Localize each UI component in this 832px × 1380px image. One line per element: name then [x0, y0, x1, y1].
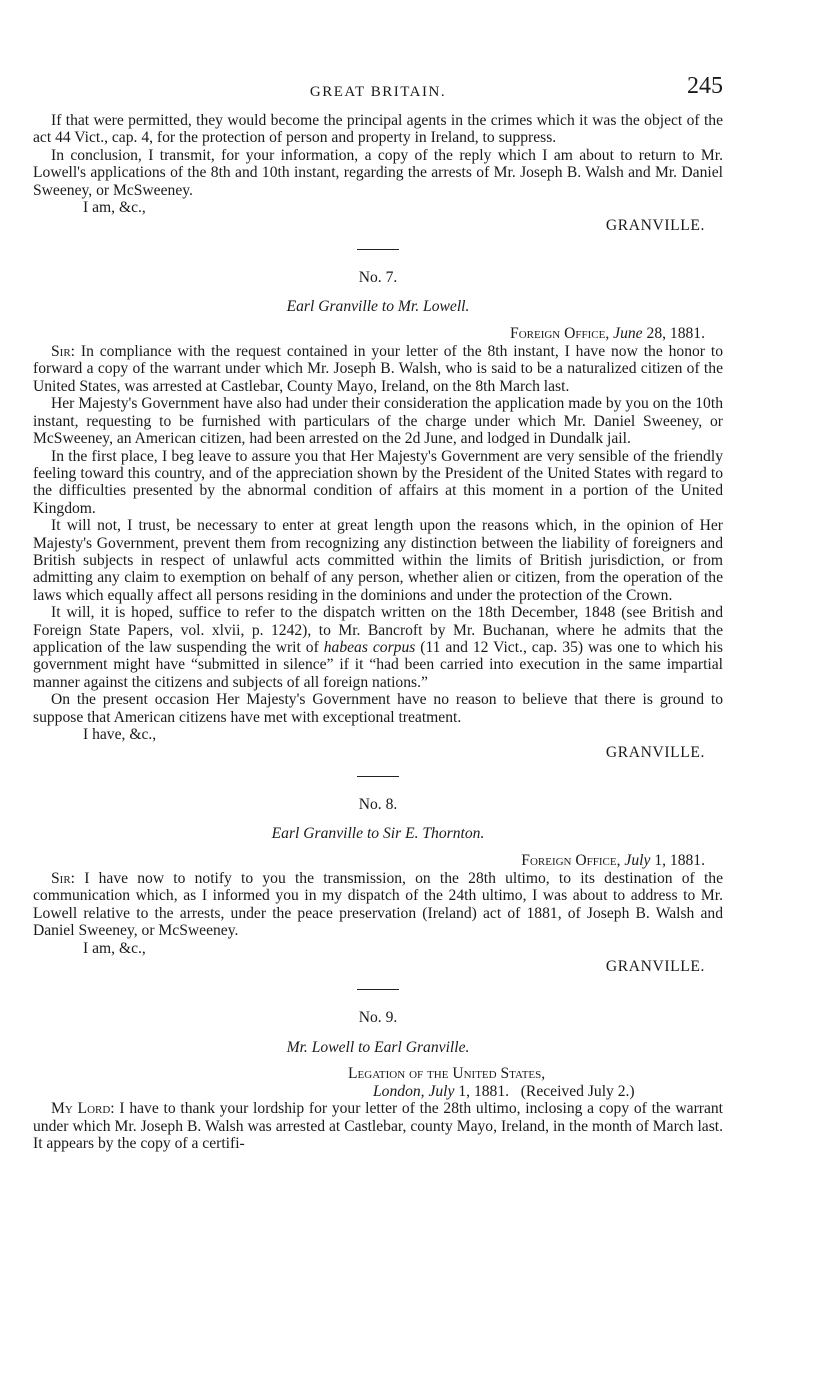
document-number: No. 7.: [358, 268, 398, 286]
document-heading: Mr. Lowell to Earl Granville.: [286, 1038, 470, 1056]
place-date: London, July: [373, 1082, 455, 1100]
paragraph-text: I have now to notify to you the transmission, on the 28th ultimo, to its destination of the communication which, as I informed you in my dispatch of the 24th ultimo, I was about to address to Mr. Lowell relative to the arrests, under the peace preservation (Ireland) act of 1881, of Joseph B. Walsh and Daniel Sweeney, or McSweeney.: [33, 870, 723, 940]
legation: Legation of the United States,: [348, 1065, 546, 1083]
paragraph: In the first place, I beg leave to assure you that Her Majesty's Government are very sensible of the friendly feeling toward this country, and of the appreciation shown by the President of the United States with regard to the difficulties presented by the abnormal condition of affairs at this moment in a portion of the United Kingdom.: [33, 447, 723, 517]
paragraph-text: (11 and 12 Vict., cap. 35) was one to which his government might have “submitted in silence” if it “had been carried into execution in the same impartial manner against the citizens and subjects of all foreign nations.”: [33, 638, 723, 691]
latin-term: habeas corpus: [323, 638, 416, 656]
paragraph: On the present occasion Her Majesty's Government have no reason to believe that there is ground to suppose that American citizens have met with exceptional treatment.: [33, 691, 723, 726]
paragraph: [33, 870, 723, 940]
document-heading: Earl Granville to Sir E. Thornton.: [271, 825, 485, 843]
date-line: [33, 1083, 723, 1100]
date-rest: 1, 1881.: [654, 851, 705, 869]
salutation: My Lord:: [51, 1100, 115, 1118]
date-month: June: [613, 324, 643, 342]
salutation: Sir:: [51, 343, 76, 361]
running-head: GREAT BRITAIN.: [309, 84, 447, 100]
signature: GRANVILLE.: [605, 744, 705, 762]
signature: GRANVILLE.: [605, 217, 705, 235]
signature: GRANVILLE.: [605, 958, 705, 976]
place: Foreign Office,: [510, 324, 610, 342]
document-no-8: [33, 796, 723, 976]
paragraph: [33, 604, 723, 691]
paragraph-text: It will, it is hoped, suffice to refer to the dispatch written on the 18th December, 1848 (see British and Foreign State Papers, vol. xlvii, p. 1242), to Mr. Bancroft by Mr. Buchanan, where he admits that the application of the law suspending the writ of: [33, 604, 723, 656]
section-divider: [357, 776, 399, 777]
place-date: [33, 325, 723, 342]
paragraph: If that were permitted, they would become the principal agents in the crimes which it was the object of the act 44 Vict., cap. 4, for the protection of person and property in Ireland, to suppress.: [33, 112, 723, 147]
date-month: July: [624, 851, 651, 869]
closing-line: I am, &c.,: [83, 939, 146, 957]
place-date: [33, 852, 723, 869]
page-number: 245: [687, 73, 723, 99]
closing-line: I am, &c.,: [83, 199, 146, 217]
document-no-9: [33, 1009, 723, 1152]
place-line: [33, 1065, 723, 1082]
date-rest: 28, 1881.: [646, 324, 705, 342]
paragraph: [33, 343, 723, 395]
document-page: [33, 73, 724, 1152]
document-number: No. 9.: [358, 1009, 398, 1027]
document-number: No. 8.: [358, 795, 398, 813]
paragraph: It will not, I trust, be necessary to enter at great length upon the reasons which, in the opinion of Her Majesty's Government, prevent them from recognizing any distinction between the liability of foreigners and British subjects in respect of unlawful acts committed within the limits of British jurisdiction, or from admitting any claim to exemption on behalf of any person, whether alien or citizen, from the operation of the laws which equally affect all persons residing in the dominions and under the protection of the Crown.: [33, 517, 723, 604]
date-rest: 1, 1881.: [458, 1082, 510, 1100]
page-header: [33, 73, 723, 112]
intro-section: [33, 112, 723, 235]
paragraph: Her Majesty's Government have also had under their consideration the application made by you on the 10th instant, requesting to be furnished with particulars of the charge under which Mr. Daniel Sweeney, or McSweeney, an American citizen, had been arrested on the 2d June, and lodged in Dundalk jail.: [33, 395, 723, 448]
document-no-7: [33, 269, 723, 762]
place: Foreign Office,: [521, 851, 621, 869]
closing-line: I have, &c.,: [83, 726, 157, 743]
paragraph: In conclusion, I transmit, for your information, a copy of the reply which I am about to return to Mr. Lowell's applications of the 8th and 10th instant, regarding the arrests of Mr. Joseph B. Walsh and Mr. Daniel Sweeney, or McSweeney.: [33, 146, 723, 199]
salutation: Sir:: [51, 870, 76, 888]
document-heading: Earl Granville to Mr. Lowell.: [286, 298, 470, 316]
section-divider: [357, 989, 399, 990]
paragraph-text: In compliance with the request contained in your letter of the 8th instant, I have now the honor to forward a copy of the warrant under which Mr. Joseph B. Walsh, who is said to be a naturalized citizen of the United States, was arrested at Castlebar, County Mayo, Ireland, on the 8th March last.: [33, 343, 724, 395]
received-note: (Received July 2.): [520, 1082, 635, 1100]
paragraph: [33, 1100, 723, 1152]
section-divider: [357, 249, 399, 250]
paragraph-text: I have to thank your lordship for your letter of the 28th ultimo, inclosing a copy of the warrant under which Mr. Joseph B. Walsh was arrested at Castlebar, county Mayo, Ireland, in the month of March last. It appears by the copy of a certifi-: [33, 1100, 723, 1152]
